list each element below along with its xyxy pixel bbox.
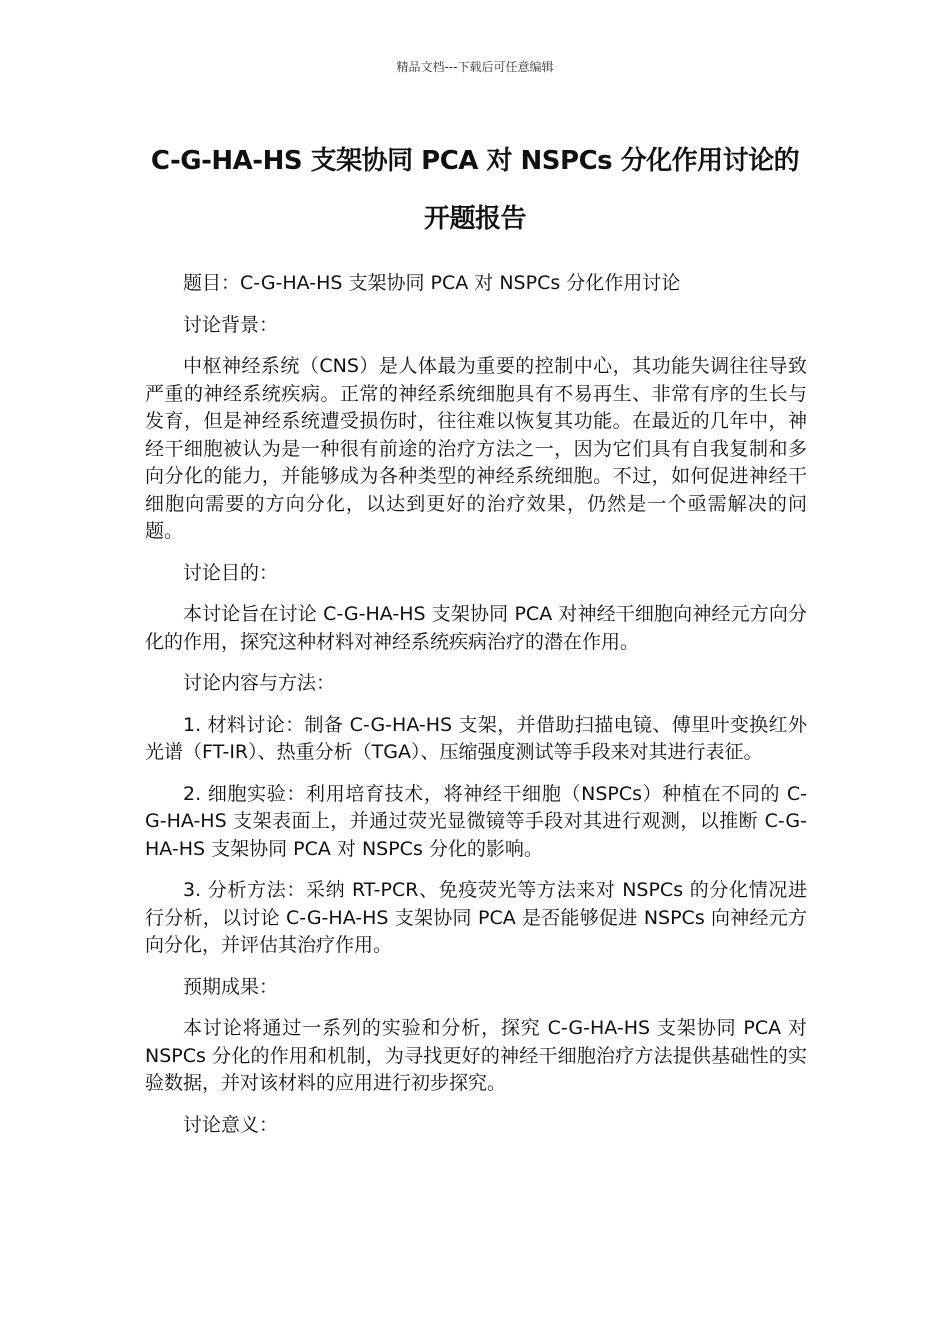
background-paragraph: 中枢神经系统（CNS）是人体最为重要的控制中心，其功能失调往往导致严重的神经系统疾病。正常的神经系统细胞具有不易再生、非常有序的生长与发育，但是神经系统遭受损伤时，往往难以恢复其功能。在最近的几年中，神经干细胞被认为是一种很有前途的治疗方法之一，因为它们具有自我复制和多向分化的能力，并能够成为各种类型的神经系统细胞。不过，如何促进神经干细胞向需要的方向分化，以达到更好的治疗效果，仍然是一个亟需解决的问题。 xyxy=(145,355,807,542)
page-header-note: 精品文档---下载后可任意编辑 xyxy=(396,60,554,74)
section-heading-purpose: 讨论目的： xyxy=(183,561,279,584)
document-body xyxy=(145,270,807,1153)
section-heading-background: 讨论背景： xyxy=(183,313,279,336)
subject-line: 题目：C-G-HA-HS 支架协同 PCA 对 NSPCs 分化作用讨论 xyxy=(183,272,681,294)
section-heading-expected-results: 预期成果： xyxy=(183,975,279,998)
expected-results-paragraph: 本讨论将通过一系列的实验和分析，探究 C-G-HA-HS 支架协同 PCA 对 NSPCs 分化的作用和机制，为寻找更好的神经干细胞治疗方法提供基础性的实验数据，并对该材料的应用进行初步探究。 xyxy=(145,1017,807,1094)
method-item-materials: 1. 材料讨论：制备 C-G-HA-HS 支架，并借助扫描电镜、傅里叶变换红外光谱（FT-IR）、热重分析（TGA）、压缩强度测试等手段来对其进行表征。 xyxy=(145,713,807,763)
purpose-paragraph: 本讨论旨在讨论 C-G-HA-HS 支架协同 PCA 对神经干细胞向神经元方向分化的作用，探究这种材料对神经系统疾病治疗的潜在作用。 xyxy=(145,603,807,653)
document-title: C-G-HA-HS 支架协同 PCA 对 NSPCs 分化作用讨论的开题报告 xyxy=(150,146,800,234)
section-heading-significance: 讨论意义： xyxy=(183,1113,279,1136)
section-heading-methods: 讨论内容与方法： xyxy=(183,672,336,694)
method-item-analysis: 3. 分析方法：采纳 RT-PCR、免疫荧光等方法来对 NSPCs 的分化情况进行分析，以讨论 C-G-HA-HS 支架协同 PCA 是否能够促进 NSPCs 向神经元方向分化，并评估其治疗作用。 xyxy=(145,879,807,956)
method-item-cell-experiment: 2. 细胞实验：利用培育技术，将神经干细胞（NSPCs）种植在不同的 C-G-HA-HS 支架表面上，并通过荧光显微镜等手段对其进行观测，以推断 C-G-HA-HS 支架协同 PCA 对 NSPCs 分化的影响。 xyxy=(145,782,807,860)
